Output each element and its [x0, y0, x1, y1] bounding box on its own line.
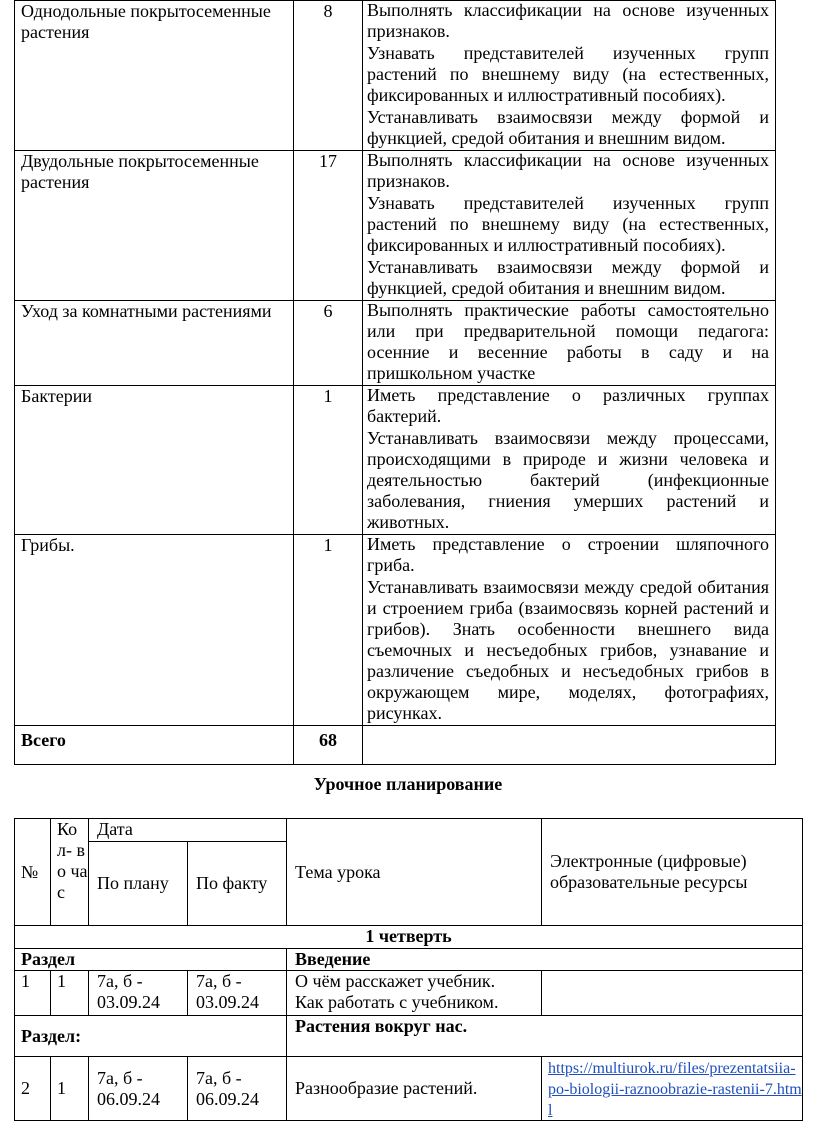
- section-row: [15, 1016, 803, 1057]
- activity-paragraph: Устанавливать взаимосвязи между процессами, происходящими в природе и жизни человека и деятельностью бактерий (инфекционные заболевания, гниения умерших растений и животных.: [367, 428, 769, 532]
- table-row: [15, 301, 776, 386]
- activities-cell: [363, 151, 776, 301]
- lesson-number: 1: [15, 971, 51, 1016]
- header-date: Дата: [89, 819, 287, 842]
- lesson-resource: [542, 971, 803, 1016]
- lesson-topic-line: Как работать с учебником.: [295, 992, 499, 1012]
- header-topic: Тема урока: [287, 819, 542, 926]
- total-row: [15, 726, 776, 765]
- competency-table: [14, 0, 776, 765]
- total-empty-cell: [363, 726, 776, 765]
- topic-cell: Грибы.: [15, 535, 294, 726]
- quarter-row: [15, 926, 803, 949]
- topic-cell: Однодольные покрытосеменные растения: [15, 1, 294, 151]
- activity-paragraph: Иметь представление о различных группах бактерий.: [367, 385, 769, 426]
- lesson-fact-date: 7а, б - 06.09.24: [188, 1057, 287, 1121]
- hours-cell: 17: [294, 151, 363, 301]
- activities-cell: [363, 386, 776, 535]
- section-label: Раздел:: [15, 1016, 287, 1057]
- activities-cell: [363, 1, 776, 151]
- header-row: [15, 819, 803, 842]
- lesson-topic-line: О чём расскажет учебник.: [295, 971, 496, 991]
- topic-cell: Двудольные покрытосеменные растения: [15, 151, 294, 301]
- activity-paragraph: Узнавать представителей изученных групп растений по внешнему виду (на естественных, фиксированных и иллюстративный пособиях).: [367, 43, 769, 105]
- section-label: Раздел: [15, 949, 287, 971]
- lesson-number: 2: [15, 1057, 51, 1121]
- hours-cell: 8: [294, 1, 363, 151]
- lesson-resource: [542, 1057, 803, 1121]
- activity-paragraph: Выполнять классификации на основе изученных признаков.: [367, 150, 769, 191]
- table-row: [15, 1, 776, 151]
- activity-paragraph: Выполнять практические работы самостоятельно или при предварительной помощи педагога: осенние и весенние работы в саду и на пришкольном участке: [367, 300, 769, 383]
- table-row: [15, 1057, 803, 1121]
- section-name: Введение: [287, 949, 803, 971]
- lesson-hours: 1: [51, 1057, 89, 1121]
- activities-cell: [363, 301, 776, 386]
- table-row: [15, 151, 776, 301]
- topic-cell: Уход за комнатными растениями: [15, 301, 294, 386]
- activity-paragraph: Устанавливать взаимосвязи между формой и функцией, средой обитания и внешним видом.: [367, 107, 769, 148]
- resource-link[interactable]: https://multiurok.ru/files/prezentatsiia-po-biologii-raznoobrazie-rastenii-7.html: [548, 1060, 802, 1119]
- activity-paragraph: Устанавливать взаимосвязи между формой и функцией, средой обитания и внешним видом.: [367, 257, 769, 298]
- activity-paragraph: Иметь представление о строении шляпочного гриба.: [367, 534, 769, 575]
- activity-paragraph: Выполнять классификации на основе изученных признаков.: [367, 0, 769, 41]
- topic-cell: Бактерии: [15, 386, 294, 535]
- lesson-plan-date: 7а, б - 03.09.24: [89, 971, 188, 1016]
- header-resources: Электронные (цифровые) образовательные ресурсы: [542, 819, 803, 926]
- lesson-plan-table: [14, 818, 803, 1121]
- hours-cell: 1: [294, 386, 363, 535]
- header-number: №: [15, 819, 51, 926]
- activity-paragraph: Устанавливать взаимосвязи между средой обитания и строением гриба (взаимосвязь корней растений и грибов). Знать особенности внешнего вида съемочных и несъедобных грибов, узнавание и различение съедобных и несъедобных грибов в окружающем мире, моделях, фотографиях, рисунках.: [367, 577, 769, 723]
- lesson-fact-date: 7а, б - 03.09.24: [188, 971, 287, 1016]
- header-plan: По плану: [89, 842, 188, 926]
- header-fact: По факту: [188, 842, 287, 926]
- activity-paragraph: Узнавать представителей изученных групп растений по внешнему виду (на естественных, фиксированных и иллюстративный пособиях).: [367, 193, 769, 255]
- lesson-hours: 1: [51, 971, 89, 1016]
- total-label: Всего: [15, 726, 294, 765]
- lesson-plan-date: 7а, б - 06.09.24: [89, 1057, 188, 1121]
- header-hours: Ко л- во ча с: [51, 819, 89, 926]
- table-row: [15, 386, 776, 535]
- lesson-topic: [287, 971, 542, 1016]
- hours-cell: 6: [294, 301, 363, 386]
- section-row: [15, 949, 803, 971]
- lesson-topic: Разнообразие растений.: [287, 1057, 542, 1121]
- table-row: [15, 971, 803, 1016]
- lesson-plan-title: Урочное планирование: [313, 774, 503, 794]
- section-name: Растения вокруг нас.: [287, 1016, 803, 1057]
- hours-cell: 1: [294, 535, 363, 726]
- activities-cell: [363, 535, 776, 726]
- table-row: [15, 535, 776, 726]
- total-value: 68: [294, 726, 363, 765]
- quarter-label: 1 четверть: [15, 926, 803, 949]
